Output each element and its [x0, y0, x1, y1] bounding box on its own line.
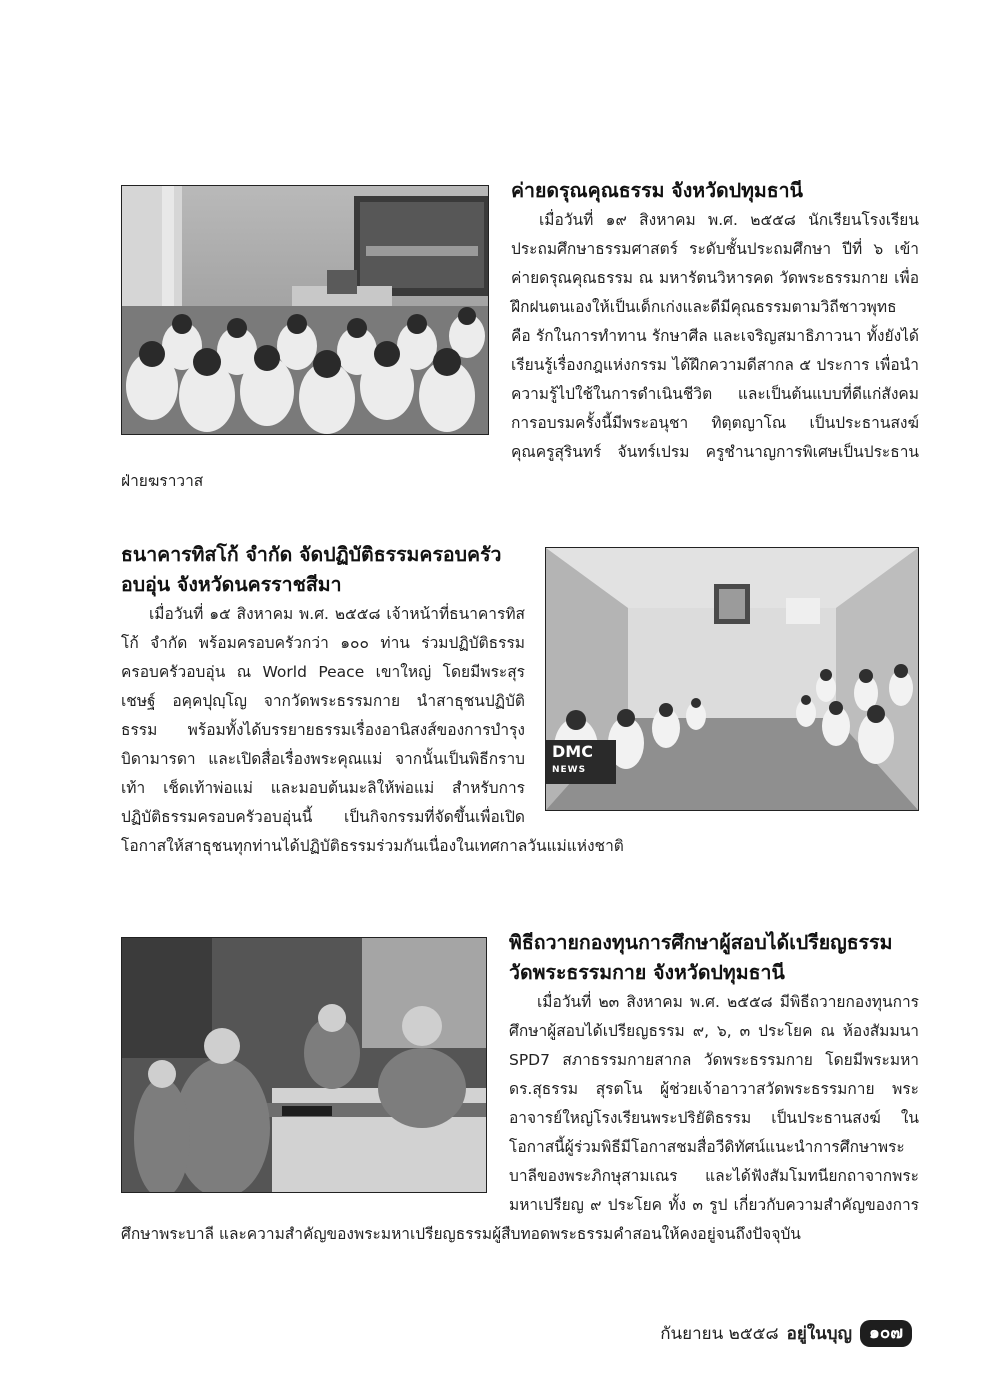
photo-students-image: [122, 186, 488, 434]
dmc-news-logo: DMC NEWS: [546, 740, 616, 784]
article-body: เมื่อวันที่ ๑๕ สิงหาคม พ.ศ. ๒๕๕๘ เจ้าหน้าที่ธนาคารทิสโก้ จำกัด พร้อมครอบครัวกว่า ๑๐๐ ท่าน ร่วมปฏิบัติธรรมครอบครัวอบอุ่น ณ World Peace เขาใหญ่ โดยมีพระสุรเชษฐ์ อคฺคปุญฺโญ จากวัดพระธรรมกาย นำสาธุชนปฏิบัติธรรม พร้อมทั้งได้บรรยายธรรมเรื่องอานิสงส์ของการบำรุงบิดามารดา และเปิดสื่อเรื่องพระคุณแม่ จากนั้นเป็นพิธีกราบเท้า เช็ดเท้าพ่อแม่ และมอบต้นมะลิให้พ่อแม่ สำหรับการปฏิบัติธรรมครอบครัวอบอุ่นนี้ เป็นกิจกรรมที่จัดขึ้นเพื่อเปิดโอกาสให้สาธุชนทุกท่านได้ปฏิบัติธรรมร่วมกันเนื่องในเทศกาลวันแม่แห่งชาติ: [121, 605, 624, 855]
article-title: ธนาคารทิสโก้ จำกัด จัดปฏิบัติธรรมครอบครัว อบอุ่น จังหวัดนครราชสีมา: [121, 543, 502, 596]
page-number: ๑๐๗: [860, 1320, 912, 1347]
magazine-name: อยู่ในบุญ: [786, 1324, 853, 1344]
issue-date: กันยายน ๒๕๕๘: [660, 1324, 779, 1344]
article-body: เมื่อวันที่ ๑๙ สิงหาคม พ.ศ. ๒๕๕๘ นักเรียนโรงเรียนประถมศึกษาธรรมศาสตร์ ระดับชั้นประถมศึกษา ปีที่ ๖ เข้าค่ายดรุณคุณธรรม ณ มหารัตนวิหารคด วัดพระธรรมกาย เพื่อฝึกฝนตนเองให้เป็นเด็กเก่งและดีมีคุณธรรมตามวิถีชาวพุทธ คือ รักในการทำทาน รักษาศีล และเจริญสมาธิภาวนา ทั้งยังได้เรียนรู้เรื่องกฎแห่งกรรม ได้ฝึกความดีสากล ๕ ประการ เพื่อนำความรู้ไปใช้ในการดำเนินชีวิต และเป็นต้นแบบที่ดีแก่สังคม การอบรมครั้งนี้มีพระอนุชา ทิตฺตญาโณ เป็นประธานสงฆ์ คุณครูสุรินทร์ จันทร์เปรม ครูชำนาญการพิเศษเป็นประธานฝ่ายฆราวาส: [121, 211, 919, 490]
photo-students-meditating-hall: [121, 185, 489, 435]
article-tisco-family-retreat: [121, 540, 919, 861]
photo-scholarship-ceremony: [121, 937, 487, 1193]
article-darun-camp: [121, 176, 919, 496]
article-pali-scholarship-ceremony: [121, 928, 919, 1249]
article-body: เมื่อวันที่ ๒๓ สิงหาคม พ.ศ. ๒๕๕๘ มีพิธีถวายกองทุนการศึกษาผู้สอบได้เปรียญธรรม ๙, ๖, ๓ ประโยค ณ ห้องสัมมนา SPD7 สภาธรรมกายสากล วัดพระธรรมกาย โดยมีพระมหาดร.สุธรรม สุรตโน ผู้ช่วยเจ้าอาวาสวัดพระธรรมกาย พระอาจารย์ใหญ่โรงเรียนพระปริยัติธรรม เป็นประธานสงฆ์ ในโอกาสนี้ผู้ร่วมพิธีมีโอกาสชมสื่อวีดิทัศน์แนะนำการศึกษาพระบาลีของพระภิกษุสามเณร และได้ฟังสัมโมทนียกถาจากพระมหาเปรียญ ๙ ประโยค ทั้ง ๓ รูป เกี่ยวกับความสำคัญของการศึกษาพระบาลี และความสำคัญของพระมหาเปรียญธรรมผู้สืบทอดพระธรรมคำสอนให้คงอยู่จนถึงปัจจุบัน: [121, 993, 919, 1243]
photo-ceremony-image: [122, 938, 486, 1192]
page-footer: [660, 1320, 912, 1347]
photo-family-meditation-hall: [545, 547, 919, 811]
article-title: ค่ายดรุณคุณธรรม จังหวัดปทุมธานี: [511, 179, 803, 202]
article-title: พิธีถวายกองทุนการศึกษาผู้สอบได้เปรียญธรรม วัดพระธรรมกาย จังหวัดปทุมธานี: [509, 931, 893, 984]
